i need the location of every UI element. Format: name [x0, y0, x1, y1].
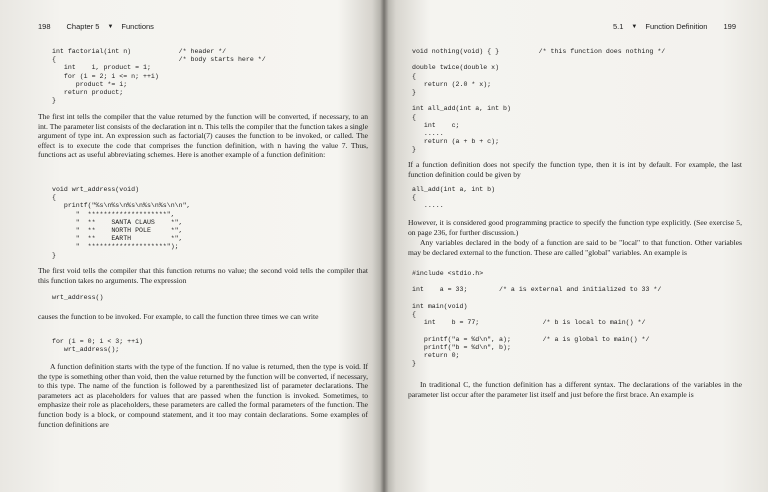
paragraph-good-practice: However, it is considered good programming practice to specify the function type explicitly. (See exercise 5, on page 236, for further discussion.)	[408, 218, 742, 237]
left-running-header	[38, 22, 154, 31]
code-wrt-address: void wrt_address(void) { printf("%s\n%s\n%s\n%s\n%s\n\n", " ********************", " ** SANTA CLAUS *", " ** NORTH POLE *", " ** EARTH *", " ********************"); }	[52, 186, 191, 259]
code-for-loop: for (i = 0; i < 3; ++i) wrt_address();	[52, 338, 144, 354]
paragraph-call-three-times: causes the function to be invoked. For example, to call the function three times we can write	[38, 312, 319, 321]
right-running-header	[613, 22, 736, 31]
right-page-number: 199	[723, 22, 736, 31]
left-page-number: 198	[38, 22, 51, 31]
code-function-examples: void nothing(void) { } /* this function does nothing */ double twice(double x) { return (2.0 * x); } int all_add(int a, int b) { int c; ..... return (a + b + c); }	[412, 48, 666, 154]
paragraph-void-explanation: The first void tells the compiler that this function returns no value; the second void tells the compiler that this function takes no arguments. The expression	[38, 266, 368, 285]
code-all-add-default: all_add(int a, int b) { .....	[412, 186, 496, 210]
code-global-example: #include <stdio.h> int a = 33; /* a is external and initialized to 33 */ int main(void) { int b = 77; /* b is local to main() */ printf("a = %d\n", a); /* a is global to main() */ printf("b = %d\n", b); return 0; }	[412, 270, 662, 368]
chapter-label: Chapter 5	[66, 22, 100, 31]
right-section-title: Function Definition	[645, 22, 708, 31]
paragraph-definition-structure: A function definition starts with the type of the function. If no value is returned, then the type is void. If the type is something other than void, then the value returned by the function will be converted, if necessary, to this type. The name of the function is followed by a parenthesized list of parameter declarations. The parameters act as placeholders for values that are passed when the function is invoked. Sometimes, to emphasize their role as placeholders, these parameters are called the formal parameters of the function. The function body is a block, or compound statement, and it too may contain declarations. Some examples of function definitions are	[38, 362, 368, 429]
right-page	[384, 0, 768, 492]
code-call-expression: wrt_address()	[52, 294, 104, 301]
triangle-icon: ▼	[107, 23, 114, 30]
section-number: 5.1	[612, 22, 624, 31]
triangle-icon: ▼	[631, 23, 638, 30]
paragraph-int-explanation: The first int tells the compiler that the value returned by the function will be converted, if necessary, to an int. The parameter list consists of the declaration int n. This tells the compiler that the function takes a single argument of type int. An expression such as factorial(7) causes the function to be invoked, or called. The effect is to execute the code that comprises the function definition, with n having the value 7. Thus, functions act as useful abbreviating schemes. Here is another example of a function definition:	[38, 112, 368, 160]
paragraph-default-int: If a function definition does not specify the function type, then it is int by default. For example, the last function definition could be given by	[408, 160, 742, 179]
code-factorial: int factorial(int n) /* header */ { /* body starts here */ int i, product = 1; for (i = 2; i <= n; ++i) product *= i; return product; }	[52, 48, 266, 105]
left-section-title: Functions	[121, 22, 154, 31]
paragraph-traditional-c: In traditional C, the function definition has a different syntax. The declarations of the variables in the parameter list occur after the parameter list itself and just before the first brace. An example is	[408, 380, 742, 399]
paragraph-local-global: Any variables declared in the body of a function are said to be "local" to that function. Other variables may be declared external to the function. These are called "global" variables. An example is	[408, 238, 742, 257]
